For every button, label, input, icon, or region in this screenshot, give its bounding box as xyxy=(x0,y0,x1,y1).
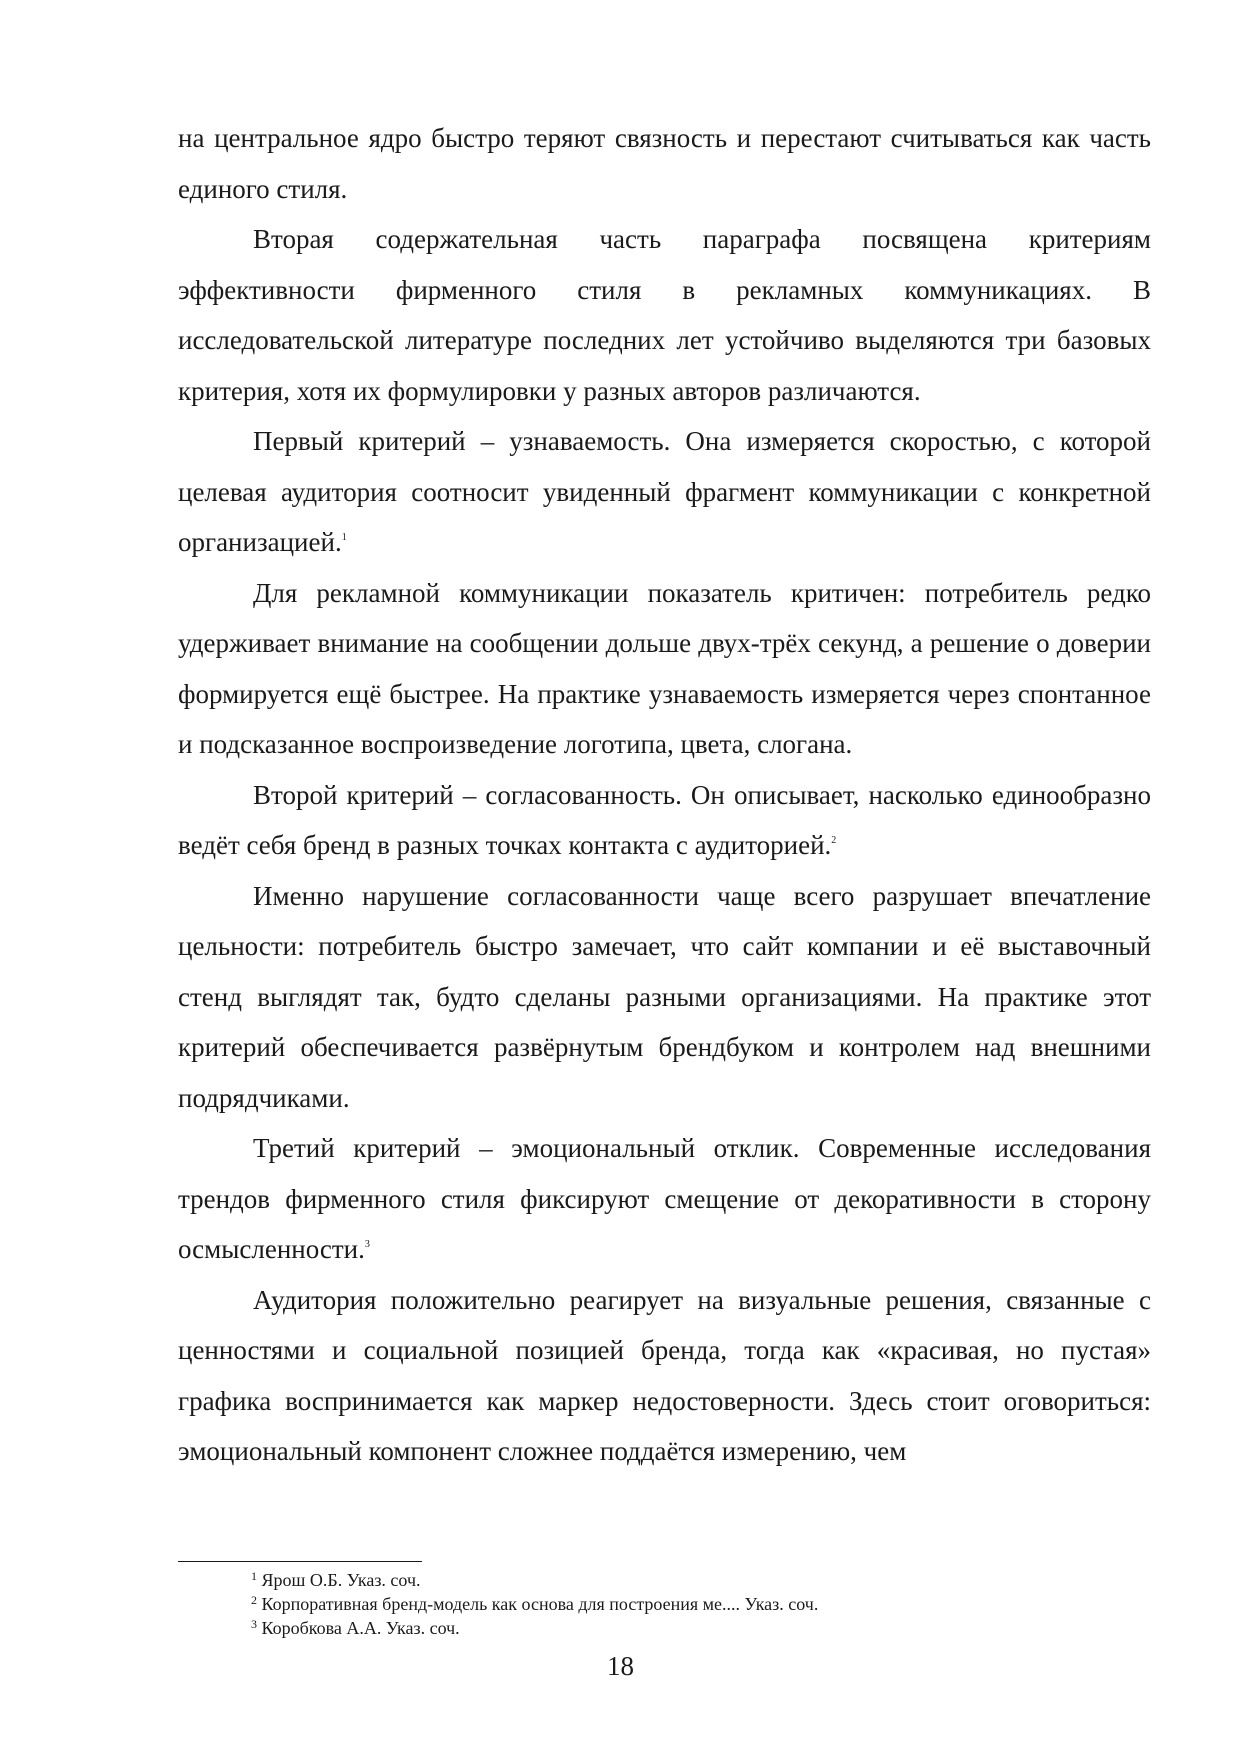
page-number: 18 xyxy=(607,1651,634,1681)
paragraph-text: на центральное ядро быстро теряют связность и перестают считываться как часть единого стиля. xyxy=(178,123,1151,204)
paragraph xyxy=(178,568,1151,770)
paragraph-text: Второй критерий – согласованность. Он описывает, насколько единообразно ведёт себя бренд в разных точках контакта с аудиторией. xyxy=(178,779,1151,860)
footnote-reference[interactable]: 2 xyxy=(831,835,837,846)
footnote-item xyxy=(251,1592,1151,1616)
footnote-reference[interactable]: 3 xyxy=(364,1239,370,1250)
footnote-number: 2 xyxy=(251,1593,257,1607)
footnote-text: Ярош О.Б. Указ. соч. xyxy=(261,1570,421,1590)
body-text xyxy=(178,113,1151,1477)
paragraph xyxy=(178,214,1151,416)
paragraph xyxy=(178,770,1151,871)
footnotes xyxy=(251,1568,1151,1640)
footnote-text: Коробкова А.А. Указ. соч. xyxy=(261,1618,460,1638)
paragraph xyxy=(178,1123,1151,1275)
footnote-text: Корпоративная бренд-модель как основа для построения ме.... Указ. соч. xyxy=(261,1594,819,1614)
paragraph xyxy=(178,416,1151,568)
paragraph-text: Для рекламной коммуникации показатель критичен: потребитель редко удерживает внимание на сообщении дольше двух-трёх секунд, а решение о доверии формируется ещё быстрее. На практике узнаваемость измеряется через спонтанное и подсказанное воспроизведение логотипа, цвета, слогана. xyxy=(178,577,1151,759)
paragraph-text: Первый критерий – узнаваемость. Она измеряется скоростью, с которой целевая аудитория соотносит увиденный фрагмент коммуникации с конкретной организацией. xyxy=(178,426,1151,557)
footnote-reference[interactable]: 1 xyxy=(341,532,347,543)
paragraph-text: Третий критерий – эмоциональный отклик. Современные исследования трендов фирменного стиля фиксируют смещение от декоративности в сторону осмысленности. xyxy=(178,1133,1151,1264)
footnote-number: 3 xyxy=(251,1617,257,1631)
footnote-number: 1 xyxy=(251,1569,257,1583)
footnote-item xyxy=(251,1568,1151,1592)
paragraph xyxy=(178,1275,1151,1477)
footnote-separator xyxy=(178,1561,422,1562)
paragraph xyxy=(178,871,1151,1124)
paragraph-text: Именно нарушение согласованности чаще всего разрушает впечатление цельности: потребитель быстро замечает, что сайт компании и её выставочный стенд выглядят так, будто сделаны разными организациями. На практике этот критерий обеспечивается развёрнутым брендбуком и контролем над внешними подрядчиками. xyxy=(178,880,1151,1113)
paragraph-text: Вторая содержательная часть параграфа посвящена критериям эффективности фирменного стиля в рекламных коммуникациях. В исследовательской литературе последних лет устойчиво выделяются три базовых критерия, хотя их формулировки у разных авторов различаются. xyxy=(178,224,1151,406)
footnote-item xyxy=(251,1616,1151,1640)
paragraph-text: Аудитория положительно реагирует на визуальные решения, связанные с ценностями и социальной позицией бренда, тогда как «красивая, но пустая» графика воспринимается как маркер недостоверности. Здесь стоит оговориться: эмоциональный компонент сложнее поддаётся измерению, чем xyxy=(178,1284,1151,1466)
paragraph xyxy=(178,113,1151,214)
